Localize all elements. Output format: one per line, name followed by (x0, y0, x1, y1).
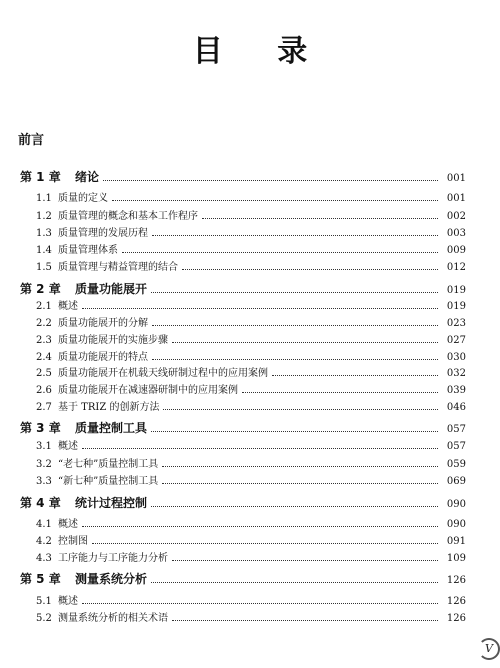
toc-section-row (0, 381, 500, 396)
toc-section-row (0, 515, 500, 530)
toc-entry-label: 测量系统分析的相关术语 (58, 613, 168, 624)
toc-entry-number: 1.4 (36, 245, 52, 256)
toc-entry-number: 3.3 (36, 476, 52, 487)
dot-leader (82, 308, 438, 309)
dot-leader (152, 359, 438, 360)
toc-entry-label: 质量功能展开的实施步骤 (58, 335, 168, 346)
dot-leader (151, 292, 438, 293)
toc-entry-number: 1.1 (36, 193, 52, 204)
toc-entry-page: 091 (446, 536, 466, 547)
toc-entry-number: 4.2 (36, 536, 52, 547)
toc-entry-number: 4.3 (36, 553, 52, 564)
dot-leader (92, 543, 438, 544)
dot-leader (172, 342, 438, 343)
toc-entry-number: 1.3 (36, 228, 52, 239)
toc-entry-label: 控制图 (58, 536, 88, 547)
toc-entry-label: “老七种”质量控制工具 (58, 459, 159, 470)
toc-section-row (0, 241, 500, 256)
toc-entry-page: 057 (446, 441, 466, 452)
toc-entry-page: 126 (446, 613, 466, 624)
toc-entry-number: 第 2 章 (20, 282, 61, 296)
toc-entry-label: 质量管理体系 (58, 245, 118, 256)
toc-entry-number: 1.5 (36, 262, 52, 273)
toc-entry-label: 质量功能展开 (75, 282, 148, 296)
toc-section-row (0, 532, 500, 547)
toc-section-row (0, 331, 500, 346)
toc-section-row (0, 189, 500, 204)
toc-entry-number: 第 4 章 (20, 496, 61, 510)
toc-section-row (0, 455, 500, 470)
toc-entry-page: 030 (446, 352, 466, 363)
dot-leader (112, 200, 438, 201)
toc-chapter-row (0, 570, 500, 587)
dot-leader (152, 325, 438, 326)
toc-chapter-row (0, 168, 500, 185)
dot-leader (151, 506, 438, 507)
toc-entry-page: 046 (446, 402, 466, 413)
dot-leader (242, 392, 438, 393)
toc-entry-page: 001 (446, 193, 466, 204)
toc-entry-number: 3.1 (36, 441, 52, 452)
dot-leader (202, 218, 438, 219)
toc-entry-number: 2.5 (36, 368, 52, 379)
toc-entry-label: 概述 (58, 519, 78, 530)
toc-chapter-row (0, 280, 500, 297)
toc-entry-page: 003 (446, 228, 466, 239)
toc-section-row (0, 398, 500, 413)
toc-section-row (0, 297, 500, 312)
toc-entry-page: 032 (446, 368, 466, 379)
toc-entry-number: 5.1 (36, 596, 52, 607)
toc-entry-page: 012 (446, 262, 466, 273)
toc-entry-label: 质量的定义 (58, 193, 108, 204)
toc-entry-page: 023 (446, 318, 466, 329)
dot-leader (122, 252, 438, 253)
toc-entry-number: 2.4 (36, 352, 52, 363)
dot-leader (103, 180, 438, 181)
toc-section-row (0, 364, 500, 379)
toc-entry-page: 109 (446, 553, 466, 564)
toc-entry-label: 质量控制工具 (75, 421, 148, 435)
toc-entry-page: 039 (446, 385, 466, 396)
toc-entry-page: 027 (446, 335, 466, 346)
toc-entry-number: 2.6 (36, 385, 52, 396)
toc-entry-number: 2.7 (36, 402, 52, 413)
page-title: 目 录 (192, 34, 330, 69)
toc-entry-label: 概述 (58, 301, 78, 312)
toc-entry-label: 质量功能展开的分解 (58, 318, 148, 329)
toc-entry-label: 统计过程控制 (75, 496, 148, 510)
toc-preface: 前言 (18, 133, 45, 148)
toc-section-row (0, 592, 500, 607)
dot-leader (182, 269, 438, 270)
toc-section-row (0, 348, 500, 363)
dot-leader (172, 620, 438, 621)
dot-leader (162, 483, 438, 484)
toc-section-row (0, 224, 500, 239)
toc-entry-number: 第 3 章 (20, 421, 61, 435)
toc-entry-label: 质量管理与精益管理的结合 (58, 262, 178, 273)
page-number: V (478, 638, 500, 660)
toc-section-row (0, 207, 500, 222)
toc-entry-page: 009 (446, 245, 466, 256)
toc-chapter-row (0, 419, 500, 436)
toc-section-row (0, 437, 500, 452)
toc-section-row (0, 472, 500, 487)
toc-entry-page: 057 (446, 424, 466, 435)
toc-section-row (0, 314, 500, 329)
toc-entry-label: 质量功能展开在机载天线研制过程中的应用案例 (58, 368, 268, 379)
dot-leader (272, 375, 438, 376)
dot-leader (162, 466, 438, 467)
toc-entry-page: 019 (446, 285, 466, 296)
toc-entry-page: 126 (446, 575, 466, 586)
dot-leader (151, 582, 438, 583)
toc-entry-page: 019 (446, 301, 466, 312)
dot-leader (172, 560, 438, 561)
dot-leader (151, 431, 438, 432)
dot-leader (152, 235, 438, 236)
dot-leader (82, 526, 438, 527)
toc-entry-label: 质量管理的概念和基本工作程序 (58, 211, 198, 222)
toc-chapter-row (0, 494, 500, 511)
toc-entry-number: 2.1 (36, 301, 52, 312)
toc-entry-label: 工序能力与工序能力分析 (58, 553, 168, 564)
toc-entry-label: “新七种”质量控制工具 (58, 476, 159, 487)
dot-leader (163, 409, 438, 410)
toc-entry-label: 概述 (58, 441, 78, 452)
toc-section-row (0, 549, 500, 564)
toc-entry-number: 第 1 章 (20, 170, 61, 184)
toc-entry-page: 090 (446, 519, 466, 530)
toc-entry-number: 2.3 (36, 335, 52, 346)
toc-entry-label: 绪论 (75, 170, 100, 184)
dot-leader (82, 448, 438, 449)
toc-entry-number: 5.2 (36, 613, 52, 624)
toc-entry-label: 测量系统分析 (75, 572, 148, 586)
toc-entry-label: 质量功能展开在减速器研制中的应用案例 (58, 385, 238, 396)
toc-entry-label: 质量管理的发展历程 (58, 228, 148, 239)
toc-entry-label: 基于 TRIZ 的创新方法 (58, 402, 160, 413)
toc-entry-number: 4.1 (36, 519, 52, 530)
toc-section-row (0, 258, 500, 273)
dot-leader (82, 603, 438, 604)
toc-entry-page: 069 (446, 476, 466, 487)
toc-entry-number: 2.2 (36, 318, 52, 329)
toc-entry-number: 1.2 (36, 211, 52, 222)
toc-entry-label: 概述 (58, 596, 78, 607)
toc-entry-page: 002 (446, 211, 466, 222)
toc-entry-number: 3.2 (36, 459, 52, 470)
toc-entry-page: 001 (446, 173, 466, 184)
toc-entry-page: 059 (446, 459, 466, 470)
toc-entry-page: 090 (446, 499, 466, 510)
toc-entry-number: 第 5 章 (20, 572, 61, 586)
toc-entry-label: 质量功能展开的特点 (58, 352, 148, 363)
toc-section-row (0, 609, 500, 624)
toc-entry-page: 126 (446, 596, 466, 607)
